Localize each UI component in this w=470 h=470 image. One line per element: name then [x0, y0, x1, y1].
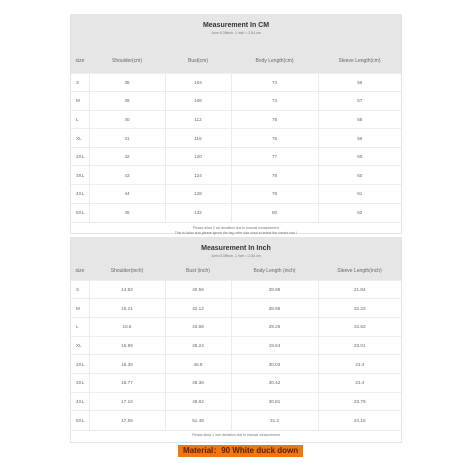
table-cell: 51.48 [165, 411, 231, 430]
size-cell: 3XL [71, 373, 89, 392]
table-cell: 23.79 [318, 392, 401, 411]
size-cell: 4XL [71, 185, 89, 204]
cm-chart-header [71, 15, 401, 49]
column-header: Shoulder(cm) [89, 49, 165, 73]
size-cell: XL [71, 129, 89, 148]
cm-chart-subtitle: 1cm=0.39inch ,1 inch = 2.54 cm [211, 31, 261, 35]
table-cell: 16.77 [89, 373, 165, 392]
table-cell: 124 [165, 166, 231, 185]
table-cell: 132 [165, 203, 231, 222]
table-cell: 108 [165, 92, 231, 111]
table-row [71, 147, 401, 166]
column-header: size [71, 263, 89, 280]
table-cell: 60 [318, 166, 401, 185]
table-cell: 22.62 [318, 317, 401, 336]
table-cell: 46.8 [165, 355, 231, 374]
table-cell: 112 [165, 110, 231, 129]
table-cell: 61 [318, 185, 401, 204]
column-header: Bust(cm) [165, 49, 231, 73]
table-cell: 77 [231, 147, 318, 166]
table-cell: 59 [318, 129, 401, 148]
table-row [71, 411, 401, 430]
size-cell: M [71, 299, 89, 318]
table-cell: 42.12 [165, 299, 231, 318]
table-cell: 21.84 [318, 280, 401, 299]
inch-size-chart [70, 237, 402, 443]
inch-chart-title: Measurement In Inch [201, 245, 271, 252]
inch-header-row [71, 263, 401, 280]
table-cell: 30.03 [231, 355, 318, 374]
size-cell: 3XL [71, 166, 89, 185]
table-cell: 15.6 [89, 317, 165, 336]
table-cell: 40 [89, 110, 165, 129]
table-cell: 116 [165, 129, 231, 148]
inch-chart-header [71, 238, 401, 263]
size-cell: 5XL [71, 411, 89, 430]
inch-notes [71, 430, 401, 438]
table-row [71, 166, 401, 185]
table-cell: 30.42 [231, 373, 318, 392]
table-cell: 60 [318, 147, 401, 166]
cm-notes [71, 222, 401, 236]
table-row [71, 129, 401, 148]
table-cell: 128 [165, 185, 231, 204]
column-header: Bust (inch) [165, 263, 231, 280]
deviation-note: Please allow 2 cm deviation due to manual measurement [193, 225, 279, 230]
table-cell: 15.99 [89, 336, 165, 355]
table-row [71, 73, 401, 92]
table-cell: 40.56 [165, 280, 231, 299]
table-cell: 42 [89, 147, 165, 166]
table-cell: 56 [318, 73, 401, 92]
size-cell: L [71, 317, 89, 336]
table-cell: 43 [89, 166, 165, 185]
table-cell: 17.16 [89, 392, 165, 411]
size-cell: 2XL [71, 147, 89, 166]
size-cell: S [71, 73, 89, 92]
table-cell: 22.23 [318, 299, 401, 318]
table-row [71, 185, 401, 204]
table-cell: 38 [89, 73, 165, 92]
table-row [71, 336, 401, 355]
table-row [71, 110, 401, 129]
table-cell: 23.4 [318, 355, 401, 374]
table-cell: 58 [318, 110, 401, 129]
table-cell: 74 [231, 73, 318, 92]
table-cell: 45 [89, 203, 165, 222]
table-cell: 41 [89, 129, 165, 148]
table-cell: 75 [231, 110, 318, 129]
table-cell: 19.64 [231, 336, 318, 355]
table-row [71, 373, 401, 392]
inch-table [71, 263, 401, 430]
column-header: Sleeve Length(inch) [318, 263, 401, 280]
table-cell: 23.01 [318, 336, 401, 355]
table-row [71, 317, 401, 336]
material-banner: Material：90 White duck down [178, 445, 303, 457]
size-cell: 5XL [71, 203, 89, 222]
column-header: Sleeve Length(cm) [318, 49, 401, 73]
table-cell: 49.92 [165, 392, 231, 411]
table-row [71, 92, 401, 111]
size-cell: XL [71, 336, 89, 355]
table-cell: 79 [231, 185, 318, 204]
table-cell: 62 [318, 203, 401, 222]
table-row [71, 355, 401, 374]
column-header: Body Length(cm) [231, 49, 318, 73]
table-cell: 28.86 [231, 280, 318, 299]
table-cell: 17.55 [89, 411, 165, 430]
table-cell: 39 [89, 92, 165, 111]
table-cell: 31.2 [231, 411, 318, 430]
cm-size-chart [70, 14, 402, 234]
table-row [71, 392, 401, 411]
table-cell: 24.18 [318, 411, 401, 430]
cm-chart-title: Measurement In CM [202, 22, 270, 29]
table-cell: 43.68 [165, 317, 231, 336]
table-cell: 28.86 [231, 299, 318, 318]
table-cell: 57 [318, 92, 401, 111]
cm-header-row [71, 49, 401, 73]
table-cell: 120 [165, 147, 231, 166]
table-cell: 29.25 [231, 317, 318, 336]
table-cell: 16.38 [89, 355, 165, 374]
table-cell: 15.21 [89, 299, 165, 318]
table-cell: 74 [231, 92, 318, 111]
table-cell: 78 [231, 166, 318, 185]
table-row [71, 203, 401, 222]
table-cell: 76 [231, 129, 318, 148]
table-cell: 30.81 [231, 392, 318, 411]
table-cell: 48.36 [165, 373, 231, 392]
table-row [71, 280, 401, 299]
column-header: size [71, 49, 89, 73]
table-cell: 45.24 [165, 336, 231, 355]
cm-table [71, 49, 401, 222]
table-cell: 80 [231, 203, 318, 222]
size-cell: S [71, 280, 89, 299]
table-cell: 104 [165, 73, 231, 92]
column-header: Shoulder(inch) [89, 263, 165, 280]
column-header: Body Length (inch) [231, 263, 318, 280]
inch-chart-subtitle: 1cm=0.39inch ,1 inch = 2.54 cm [211, 254, 261, 258]
table-row [71, 299, 401, 318]
size-cell: L [71, 110, 89, 129]
table-cell: 23.4 [318, 373, 401, 392]
table-cell: 44 [89, 185, 165, 204]
deviation-note: Please allow 1 inch deviation due to manual measurement [192, 432, 280, 437]
table-cell: 14.82 [89, 280, 165, 299]
size-cell: M [71, 92, 89, 111]
size-cell: 4XL [71, 392, 89, 411]
size-note: This is Asian size,please ignore the tag ,refer size chart to select the correct size ! [174, 230, 298, 235]
size-cell: 2XL [71, 355, 89, 374]
